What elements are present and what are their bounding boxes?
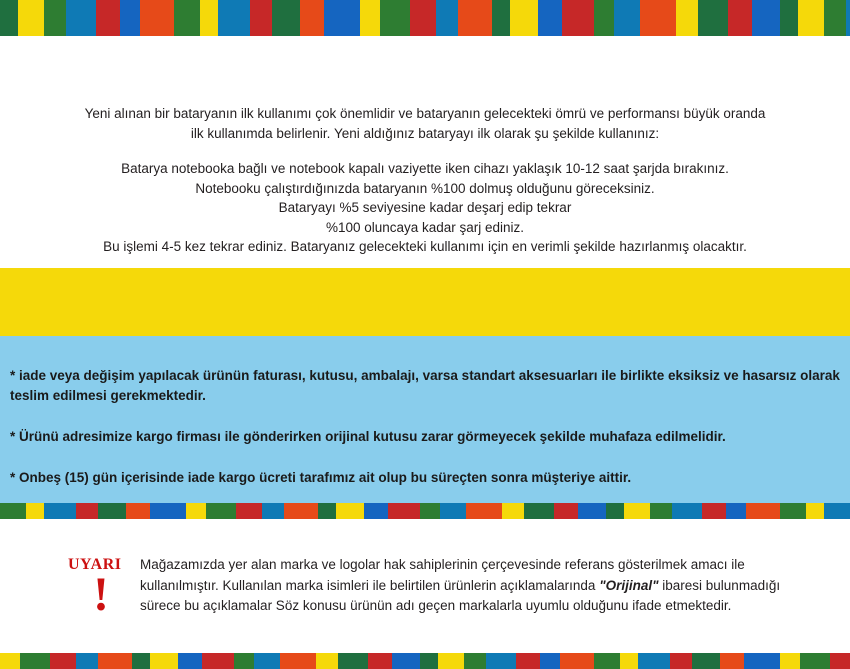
stripe-segment (578, 503, 606, 519)
stripe-segment (0, 0, 18, 36)
battery-intro-text (0, 104, 850, 143)
battery-step-line: Notebooku çalıştırdığınızda bataryanın %100 dolmuş olduğunu göreceksiniz. (195, 180, 655, 196)
returns-policy-item: * Onbeş (15) gün içerisinde iade kargo ücreti tarafımız ait olup bu süreçten sonra müşteriye aittir. (10, 470, 632, 485)
stripe-segment (492, 0, 510, 36)
battery-intro-line: ilk kullanımda belirlenir. Yeni aldığınız bataryayı ilk olarak şu şekilde kullanınız: (190, 125, 660, 141)
stripe-segment (150, 653, 178, 669)
stripe-segment (440, 503, 466, 519)
stripe-segment (594, 0, 614, 36)
warning-section (0, 519, 850, 653)
stripe-segment (364, 503, 388, 519)
stripe-segment (538, 0, 562, 36)
stripe-segment (392, 653, 420, 669)
stripe-segment (638, 653, 670, 669)
stripe-segment (96, 0, 120, 36)
stripe-segment (780, 503, 806, 519)
stripe-segment (174, 0, 200, 36)
warning-text-before: Mağazamızda yer alan marka ve logolar hak sahiplerinin çerçevesinde referans gösterilmek amacı ile kullanılmıştır. Kullanılan marka isimleri ile belirtilen ürünlerin açıklamalarında (140, 557, 745, 593)
bottom-color-stripe (0, 653, 850, 669)
stripe-segment (178, 653, 202, 669)
stripe-segment (324, 0, 360, 36)
stripe-segment (150, 503, 186, 519)
stripe-segment (0, 503, 26, 519)
stripe-segment (438, 653, 464, 669)
stripe-segment (746, 503, 780, 519)
warning-text (140, 555, 800, 617)
stripe-segment (254, 653, 280, 669)
stripe-segment (702, 503, 726, 519)
stripe-segment (44, 503, 76, 519)
stripe-segment (464, 653, 486, 669)
stripe-segment (98, 503, 126, 519)
stripe-segment (360, 0, 380, 36)
stripe-segment (720, 653, 744, 669)
stripe-segment (594, 653, 620, 669)
stripe-segment (824, 503, 850, 519)
stripe-segment (824, 0, 846, 36)
stripe-segment (502, 503, 524, 519)
returns-policy-item: * iade veya değişim yapılacak ürünün faturası, kutusu, ambalajı, varsa standart aksesuarları ile birlikte eksiksiz ve hasarsız olarak teslim edilmesi gerekmektedir. (10, 368, 840, 404)
stripe-segment (510, 0, 538, 36)
warning-text-emphasis: "Orijinal" (599, 577, 659, 593)
battery-intro-line: Yeni alınan bir bataryanın ilk kullanımı çok önemlidir ve bataryanın gelecekteki ömrü ve performansı büyük oranda (84, 106, 766, 121)
stripe-segment (368, 653, 392, 669)
battery-steps-text (0, 159, 850, 257)
warning-text-after: ibaresi bulunmadığı sürece bu açıklamalar Söz konusu ürünün adı geçen markalarla uyumlu olduğunu ifade etmektedir. (140, 577, 781, 614)
stripe-segment (132, 653, 150, 669)
stripe-segment (300, 0, 324, 36)
stripe-segment (284, 503, 318, 519)
stripe-segment (250, 0, 272, 36)
stripe-segment (676, 0, 698, 36)
stripe-segment (420, 653, 438, 669)
stripe-segment (726, 503, 746, 519)
stripe-segment (466, 503, 502, 519)
stripe-segment (420, 503, 440, 519)
stripe-segment (26, 503, 44, 519)
stripe-segment (50, 653, 76, 669)
stripe-segment (200, 0, 218, 36)
stripe-segment (262, 503, 284, 519)
stripe-segment (236, 503, 262, 519)
warning-exclamation-icon: ! (93, 568, 109, 621)
stripe-segment (140, 0, 174, 36)
stripe-segment (76, 503, 98, 519)
stripe-segment (562, 0, 594, 36)
stripe-segment (120, 0, 140, 36)
battery-step-line: %100 oluncaya kadar şarj ediniz. (325, 219, 525, 235)
stripe-segment (436, 0, 458, 36)
returns-policy-item: * Ürünü adresimize kargo firması ile gönderirken orijinal kutusu zarar görmeyecek şekilde muhafaza edilmelidir. (10, 429, 726, 444)
stripe-segment (380, 0, 410, 36)
stripe-segment (798, 0, 824, 36)
stripe-segment (316, 653, 338, 669)
stripe-segment (692, 653, 720, 669)
stripe-segment (624, 503, 650, 519)
stripe-segment (780, 653, 800, 669)
warning-label: UYARI (68, 556, 122, 573)
stripe-segment (388, 503, 420, 519)
stripe-segment (410, 0, 436, 36)
stripe-segment (98, 653, 132, 669)
yellow-divider-band (0, 268, 850, 336)
stripe-segment (318, 503, 336, 519)
stripe-segment (202, 653, 234, 669)
stripe-segment (76, 653, 98, 669)
stripe-segment (338, 653, 368, 669)
stripe-segment (458, 0, 492, 36)
stripe-segment (606, 503, 624, 519)
stripe-segment (670, 653, 692, 669)
stripe-segment (650, 503, 672, 519)
stripe-segment (186, 503, 206, 519)
stripe-segment (806, 503, 824, 519)
stripe-segment (728, 0, 752, 36)
stripe-segment (206, 503, 236, 519)
stripe-segment (540, 653, 560, 669)
middle-color-stripe (0, 503, 850, 519)
stripe-segment (336, 503, 364, 519)
stripe-segment (614, 0, 640, 36)
battery-step-line: Bu işlemi 4-5 kez tekrar ediniz. Bataryanız gelecekteki kullanımı için en verimli şekilde hazırlanmış olacaktır. (103, 239, 747, 255)
stripe-segment (560, 653, 594, 669)
stripe-segment (744, 653, 780, 669)
stripe-segment (524, 503, 554, 519)
stripe-segment (640, 0, 676, 36)
stripe-segment (126, 503, 150, 519)
battery-step-line: Batarya notebooka bağlı ve notebook kapalı vaziyette iken cihazı yaklaşık 10-12 saat şarjda bırakınız. (121, 161, 729, 176)
stripe-segment (486, 653, 516, 669)
returns-policy-section (0, 336, 850, 503)
stripe-segment (234, 653, 254, 669)
stripe-segment (218, 0, 250, 36)
stripe-segment (780, 0, 798, 36)
stripe-segment (800, 653, 830, 669)
stripe-segment (620, 653, 638, 669)
stripe-segment (20, 653, 50, 669)
battery-step-line: Bataryayı %5 seviyesine kadar deşarj edip tekrar (278, 200, 572, 216)
stripe-segment (830, 653, 850, 669)
stripe-segment (516, 653, 540, 669)
stripe-segment (846, 0, 850, 36)
stripe-segment (44, 0, 66, 36)
stripe-segment (752, 0, 780, 36)
stripe-segment (554, 503, 578, 519)
stripe-segment (66, 0, 96, 36)
stripe-segment (280, 653, 316, 669)
top-color-stripe (0, 0, 850, 36)
battery-usage-section (0, 36, 850, 268)
stripe-segment (698, 0, 728, 36)
stripe-segment (18, 0, 44, 36)
stripe-segment (0, 653, 20, 669)
stripe-segment (672, 503, 702, 519)
stripe-segment (272, 0, 300, 36)
